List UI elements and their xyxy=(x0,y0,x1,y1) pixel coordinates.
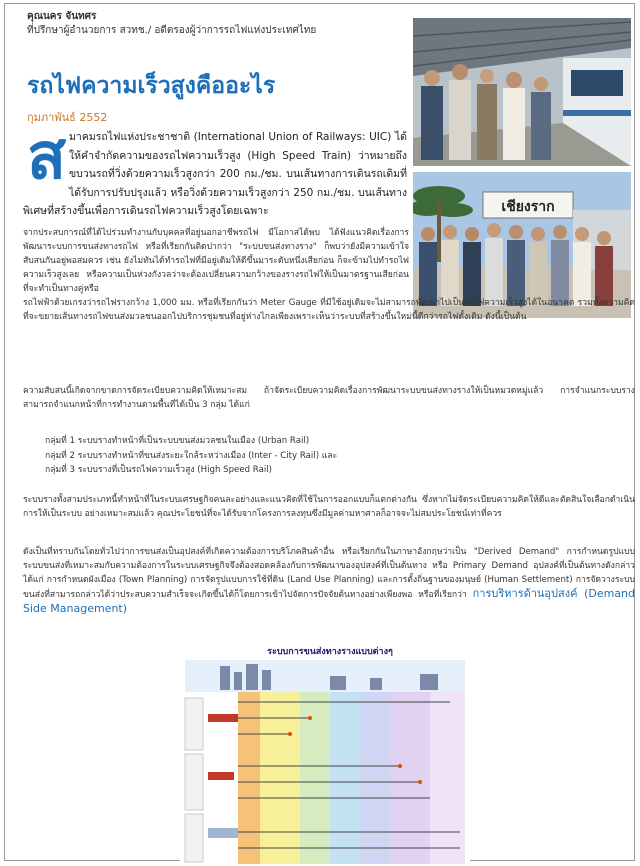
photo-station-platform xyxy=(413,18,631,166)
list-item: กลุ่มที่ 2 ระบบรางทำหน้าที่ขนส่งระยะใกล้ระหว่างเมือง (Inter - City Rail) และ xyxy=(45,450,338,461)
author-name: คุณนคร จันทศร xyxy=(27,11,97,22)
station-platform-image xyxy=(413,18,631,166)
paragraph-4 xyxy=(23,545,635,617)
article-page xyxy=(4,3,635,861)
byline xyxy=(27,10,407,38)
list-item: กลุ่มที่ 1 ระบบรางทำหน้าที่เป็นระบบขนส่งมวลชนในเมือง (Urban Rail) xyxy=(45,436,310,446)
lead-paragraph xyxy=(23,128,407,221)
rail-systems-figure xyxy=(180,642,470,864)
paragraph-1-wide: รถไฟฟ้าด้วยเกรงว่ารถไฟรางกว้าง 1,000 มม. หรือที่เรียกกันว่า Meter Gauge ที่มีใช้อยู่เดิมจะไม่สามารถพัฒนาไปเป็นรถไฟความเร็วสูงได้ในอนาคต รวมทั้งความคิดที่จะขยายเส้นทางรถไฟขนส่งมวลชนออกไปบริการชุมชนที่อยู่ห่างไกลเพียงเพราะเห็นว่าระบบที่สร้างขึ้นใหม่นี้ดีกว่ารถไฟดั้งเดิม ดังนี้เป็นต้น xyxy=(23,298,635,322)
list-item: กลุ่มที่ 3 ระบบรางที่เป็นรถไฟความเร็วสูง (High Speed Rail) xyxy=(45,465,272,475)
station-sign-text: เชียงราก xyxy=(501,199,555,215)
paragraph-1 xyxy=(23,226,635,324)
paragraph-4-text: ดังเป็นที่ทราบกันโดยทั่วไปว่าการขนส่งเป็นอุปสงค์ที่เกิดความต้องการบริโภคสินค้าอื่น หรือเรียกกันในภาษาอังกฤษว่าเป็น "Derived Demand" การกำหนดรูปแบบระบบขนส่งที่เหมาะสมกับความต้องการในระบบเศรษฐกิจจึงต้องสอดคล้องกับการพัฒนาของอุปสงค์ที่เป็นต้นทาง หรือ Primary Demand อุปสงค์ที่เป็นต้นทางดังกล่าว ได้แก่ การกำหนดผังเมือง (Town Planning) การจัดรูปแบบการใช้ที่ดิน (Land Use Planning) และการตั้งถิ่นฐานของมนุษย์ (Human Settlement) การจัดวางระบบขนส่งที่สามารถกล่าวได้ว่าประสบความสำเร็จจะเกิดขึ้นได้ก็โดยการเข้าไปจัดการปัจจัยต้นทางอย่างเพียงพอ หรือที่เรียกว่า xyxy=(23,547,635,600)
article-title: รถไฟความเร็วสูงคืออะไร xyxy=(27,72,276,99)
lead-text: มาคมรถไฟแห่งประชาชาติ (International Union of Railways: UIC) ได้ให้คำจำกัดความของรถไฟความเร็วสูง (High Speed Train) ว่าหมายถึงขบวนรถที่วิ่งด้วยความเร็วสูงกว่า 200 กม./ชม. บนเส้นทางการเดินรถเดิมที่ได้รับการปรับปรุงแล้ว หรือวิ่งด้วยความเร็วสูงกว่า 250 กม./ชม. บนเส้นทางพิเศษที่สร้างขึ้นเพื่อการเดินรถไฟความเร็วสูงโดยเฉพาะ xyxy=(23,131,407,217)
author-role: ที่ปรึกษาผู้อำนวยการ สวทช./ อดีตรองผู้ว่าการรถไฟแห่งประเทศไทย xyxy=(27,25,317,36)
figure-title: ระบบการขนส่งทางรางแบบต่างๆ xyxy=(267,647,393,657)
paragraph-1-narrow: จากประสบการณ์ที่ได้ไปร่วมทำงานกับบุคคลที่อยู่นอกอาชีพรถไฟ มีโอกาสได้พบ ได้ฟังแนวคิดเรื่องการพัฒนาระบบการขนส่งทางรถไฟ หรือที่เรียกกันติดปากว่า "ระบบขนส่งทางราง" ก็พบว่ายังมีความเข้าใจสับสนกันอยู่พอสมควร เช่น ยังไม่ทันได้ทำรถไฟที่มีอยู่เดิมให้ดีขึ้นมาระดับหนึ่งเสียก่อน ก็จะข้ามไปทำรถไฟความเร็วสูงเลย หรือความเป็นห่วงกังวลว่าจะต้องเปลี่ยนความกว้างของรางรถไฟให้เป็นมาตรฐานเสียก่อนที่จะทำเป็นทางคู่หรือ xyxy=(23,228,409,294)
group-list xyxy=(45,434,337,478)
drop-cap: ส xyxy=(27,119,67,194)
article-date: กุมภาพันธ์ 2552 xyxy=(27,111,108,124)
rail-systems-diagram xyxy=(180,642,470,864)
paragraph-3: ระบบรางทั้งสามประเภทนี้ทำหน้าที่ในระบบเศรษฐกิจคนละอย่างและแนวคิดที่ใช้ในการออกแบบก็แตกต่างกัน ซึ่งหากไม่จัดระเบียบความคิดให้ดีและตัดสินใจเลือกดำเนินการให้เป็นระบบ อย่างเหมาะสมแล้ว คุณประโยชน์ที่จะได้รับจากโครงการลงทุนซึ่งมีมูลค่ามหาศาลก็อาจจะไม่สมประโยชน์เท่าที่ควร xyxy=(23,495,635,519)
paragraph-2: ความสับสนนี้เกิดจากขาดการจัดระเบียบความคิดให้เหมาะสม ถ้าจัดระเบียบความคิดเรื่องการพัฒนาระบบขนส่งทางรางให้เป็นหมวดหมู่แล้ว การจำแนกระบบราง สามารถจำแนกหน้าที่การทำงานตามพื้นที่ได้เป็น 3 กลุ่ม ได้แก่ xyxy=(23,386,635,410)
demand-side-management-highlight: การบริหารด้านอุปสงค์ (Demand Side Management) xyxy=(23,587,636,615)
